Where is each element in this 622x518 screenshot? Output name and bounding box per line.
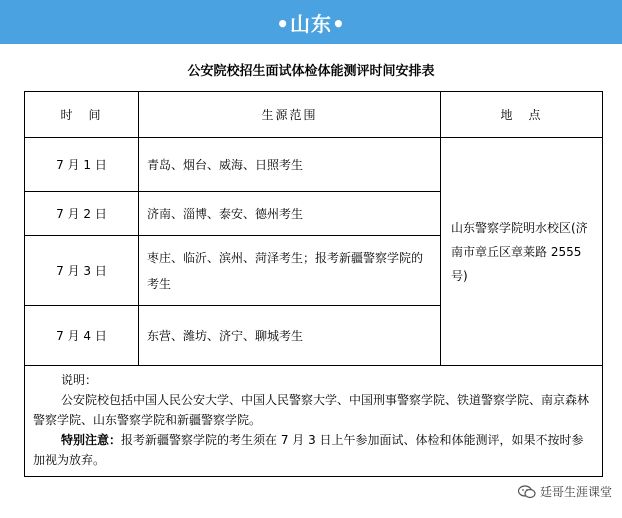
location-cell: 山东警察学院明水校区(济南市章丘区章莱路 2555 号): [441, 138, 603, 366]
notes-row: [25, 366, 603, 477]
banner-title: •山东•: [276, 11, 346, 36]
row-date: 7 月 3 日: [25, 236, 139, 306]
note-label: 说明：: [61, 373, 98, 387]
wechat-icon: [518, 485, 536, 499]
warning-text: 报考新疆警察学院的考生须在 7 月 3 日上午参加面试、体检和体能测评，如果不按时参加视为放弃。: [33, 433, 584, 467]
watermark: [518, 483, 612, 500]
row-scope: 济南、淄博、泰安、德州考生: [139, 192, 441, 236]
row-date: 7 月 2 日: [25, 192, 139, 236]
warning-paragraph: [33, 430, 594, 470]
table-row: [25, 138, 603, 192]
row-scope: 青岛、烟台、威海、日照考生: [139, 138, 441, 192]
note-text: 公安院校包括中国人民公安大学、中国人民警察大学、中国刑事警察学院、铁道警察学院、南京森林警察学院、山东警察学院和新疆警察学院。: [33, 393, 590, 427]
schedule-table: [24, 91, 603, 477]
header-time: 时 间: [25, 92, 139, 138]
header-scope: 生源范围: [139, 92, 441, 138]
region-banner: [0, 0, 622, 44]
header-location: 地 点: [441, 92, 603, 138]
row-scope: 枣庄、临沂、滨州、菏泽考生；报考新疆警察学院的考生: [139, 236, 441, 306]
table-header-row: [25, 92, 603, 138]
notes-cell: [25, 366, 603, 477]
row-date: 7 月 1 日: [25, 138, 139, 192]
watermark-text: 廷哥生涯课堂: [539, 485, 612, 499]
document-title: 公安院校招生面试体检体能测评时间安排表: [187, 64, 435, 79]
row-scope: 东营、潍坊、济宁、聊城考生: [139, 306, 441, 366]
warning-prefix: 特别注意：: [61, 433, 122, 447]
row-date: 7 月 4 日: [25, 306, 139, 366]
